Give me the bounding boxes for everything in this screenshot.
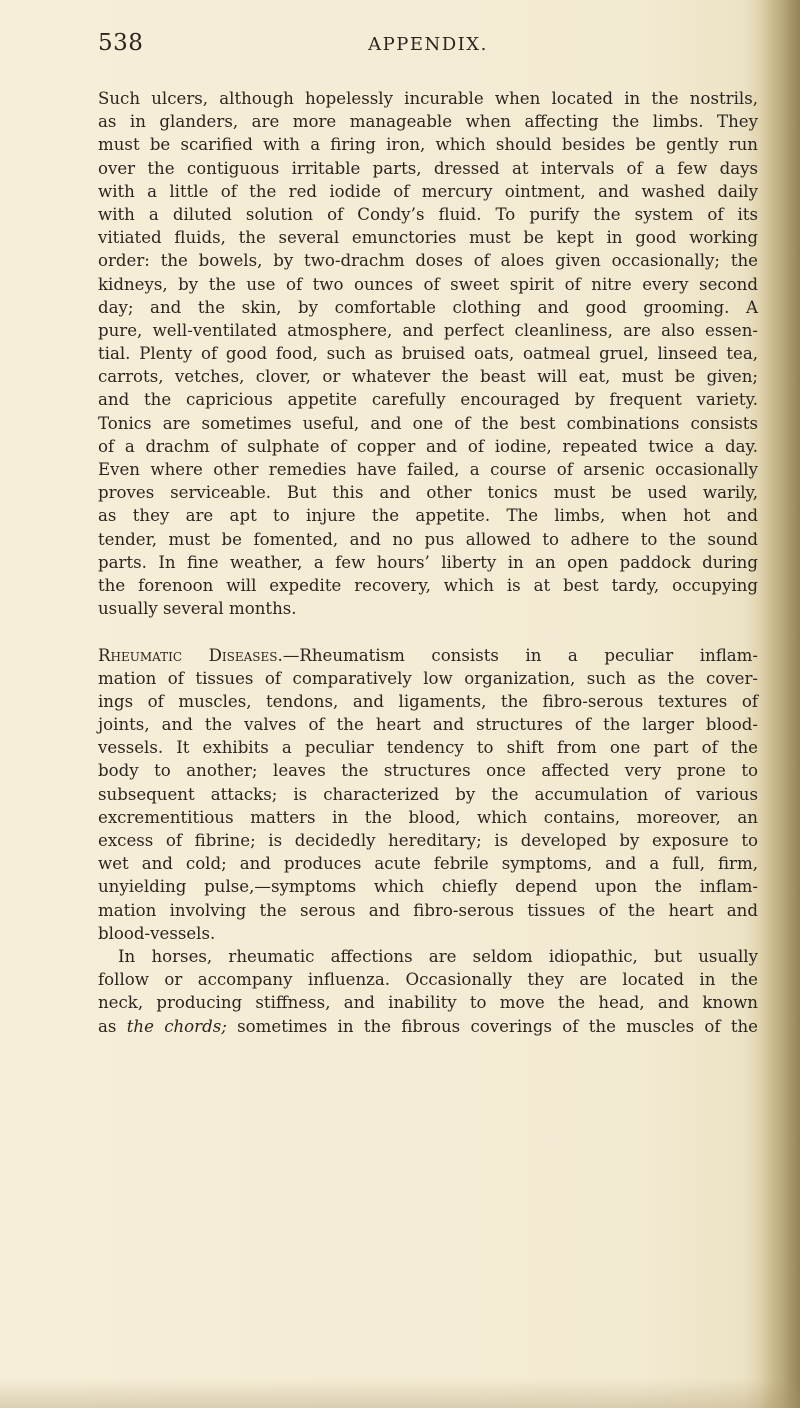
page-header [98, 30, 758, 70]
text-line: order: the bowels, by two-drachm doses of aloes given occasionally; the [98, 251, 758, 271]
text-line: Tonics are sometimes useful, and one of the best combinations consists [98, 413, 758, 433]
text-line: vitiated fluids, the several emunctories must be kept in good working [98, 228, 758, 248]
text-line: tial. Plenty of good food, such as bruised oats, oatmeal gruel, linseed tea, [98, 344, 758, 364]
page-number: 538 [98, 30, 144, 56]
text-line: follow or accompany influenza. Occasionally they are located in the [98, 970, 758, 990]
text-line: must be scarified with a firing iron, which should besides be gently run [98, 135, 758, 155]
text-line: usually several months. [98, 599, 297, 619]
text-line: the forenoon will expedite recovery, which is at best tardy, occupying [98, 575, 758, 595]
section-heading: Rheumatic Diseases. [98, 645, 283, 665]
text-line: over the contiguous irritable parts, dressed at intervals of a few days [98, 158, 758, 178]
heading-line-rest: —Rheumatism consists in a peculiar inflam- [282, 645, 758, 665]
text-line: kidneys, by the use of two ounces of sweet spirit of nitre every second [98, 274, 758, 294]
text-line: of a drachm of sulphate of copper and of iodine, repeated twice a day. [98, 436, 758, 456]
text-line: and the capricious appetite carefully encouraged by frequent variety. [98, 390, 758, 410]
text-line: as in glanders, are more manageable when affecting the limbs. They [98, 112, 758, 132]
text-line: Even where other remedies have failed, a course of arsenic occasionally [98, 460, 758, 479]
text-line: Such ulcers, although hopelessly incurable when located in the nostrils, [98, 89, 758, 108]
page-edge-shadow [760, 0, 800, 1408]
italic-term: the chords; [126, 1016, 227, 1036]
line-suffix: sometimes in the fibrous coverings of the muscles of the [226, 1016, 759, 1036]
text-line: excrementitious matters in the blood, which contains, moreover, an [98, 807, 758, 827]
text-line: with a diluted solution of Condy’s fluid. To purify the system of its [98, 204, 758, 224]
text-line-content: In horses, rheumatic affections are seldom idiopathic, but usually [118, 946, 758, 966]
text-line: body to another; leaves the structures once affected very prone to [98, 761, 758, 781]
paragraph-ulcers [98, 87, 758, 620]
text-line: vessels. It exhibits a peculiar tendency to shift from one part of the [98, 738, 758, 758]
text-line: tender, must be fomented, and no pus allowed to adhere to the sound [98, 529, 758, 549]
text-line: joints, and the valves of the heart and structures of the larger blood- [98, 715, 758, 735]
text-line: pure, well-ventilated atmosphere, and perfect cleanliness, are also essen- [98, 320, 758, 340]
body-text [98, 87, 758, 1038]
text-line [98, 945, 758, 968]
text-line [98, 1015, 758, 1038]
line-prefix: as [98, 1016, 127, 1036]
text-line: ings of muscles, tendons, and ligaments, the fibro-serous textures of [98, 691, 758, 711]
paragraph-rheumatic-diseases [98, 644, 758, 945]
text-line: unyielding pulse,—symptoms which chiefly depend upon the inflam- [98, 877, 758, 897]
text-line [98, 644, 758, 667]
paragraph-horses [98, 945, 758, 1038]
text-line: excess of fibrine; is decidedly hereditary; is developed by exposure to [98, 831, 758, 850]
text-line: wet and cold; and produces acute febrile symptoms, and a full, firm, [98, 854, 758, 874]
page-bottom-shadow [0, 1378, 800, 1408]
paragraph-gap [98, 620, 758, 643]
text-line: with a little of the red iodide of mercury ointment, and washed daily [98, 181, 758, 201]
text-line: blood-vessels. [98, 923, 216, 943]
text-line: neck, producing stiffness, and inability to move the head, and known [98, 993, 758, 1013]
text-line: subsequent attacks; is characterized by the accumulation of various [98, 784, 758, 804]
text-line: parts. In fine weather, a few hours’ liberty in an open paddock during [98, 552, 758, 572]
text-line: mation of tissues of comparatively low organization, such as the cover- [98, 668, 758, 688]
text-line: proves serviceable. But this and other tonics must be used warily, [98, 483, 758, 503]
text-line: carrots, vetches, clover, or whatever the beast will eat, must be given; [98, 367, 758, 387]
text-line: as they are apt to injure the appetite. The limbs, when hot and [98, 506, 758, 526]
text-line: day; and the skin, by comfortable clothing and good grooming. A [98, 297, 758, 317]
running-head: APPENDIX. [368, 34, 488, 55]
text-line: mation involving the serous and fibro-serous tissues of the heart and [98, 900, 758, 920]
